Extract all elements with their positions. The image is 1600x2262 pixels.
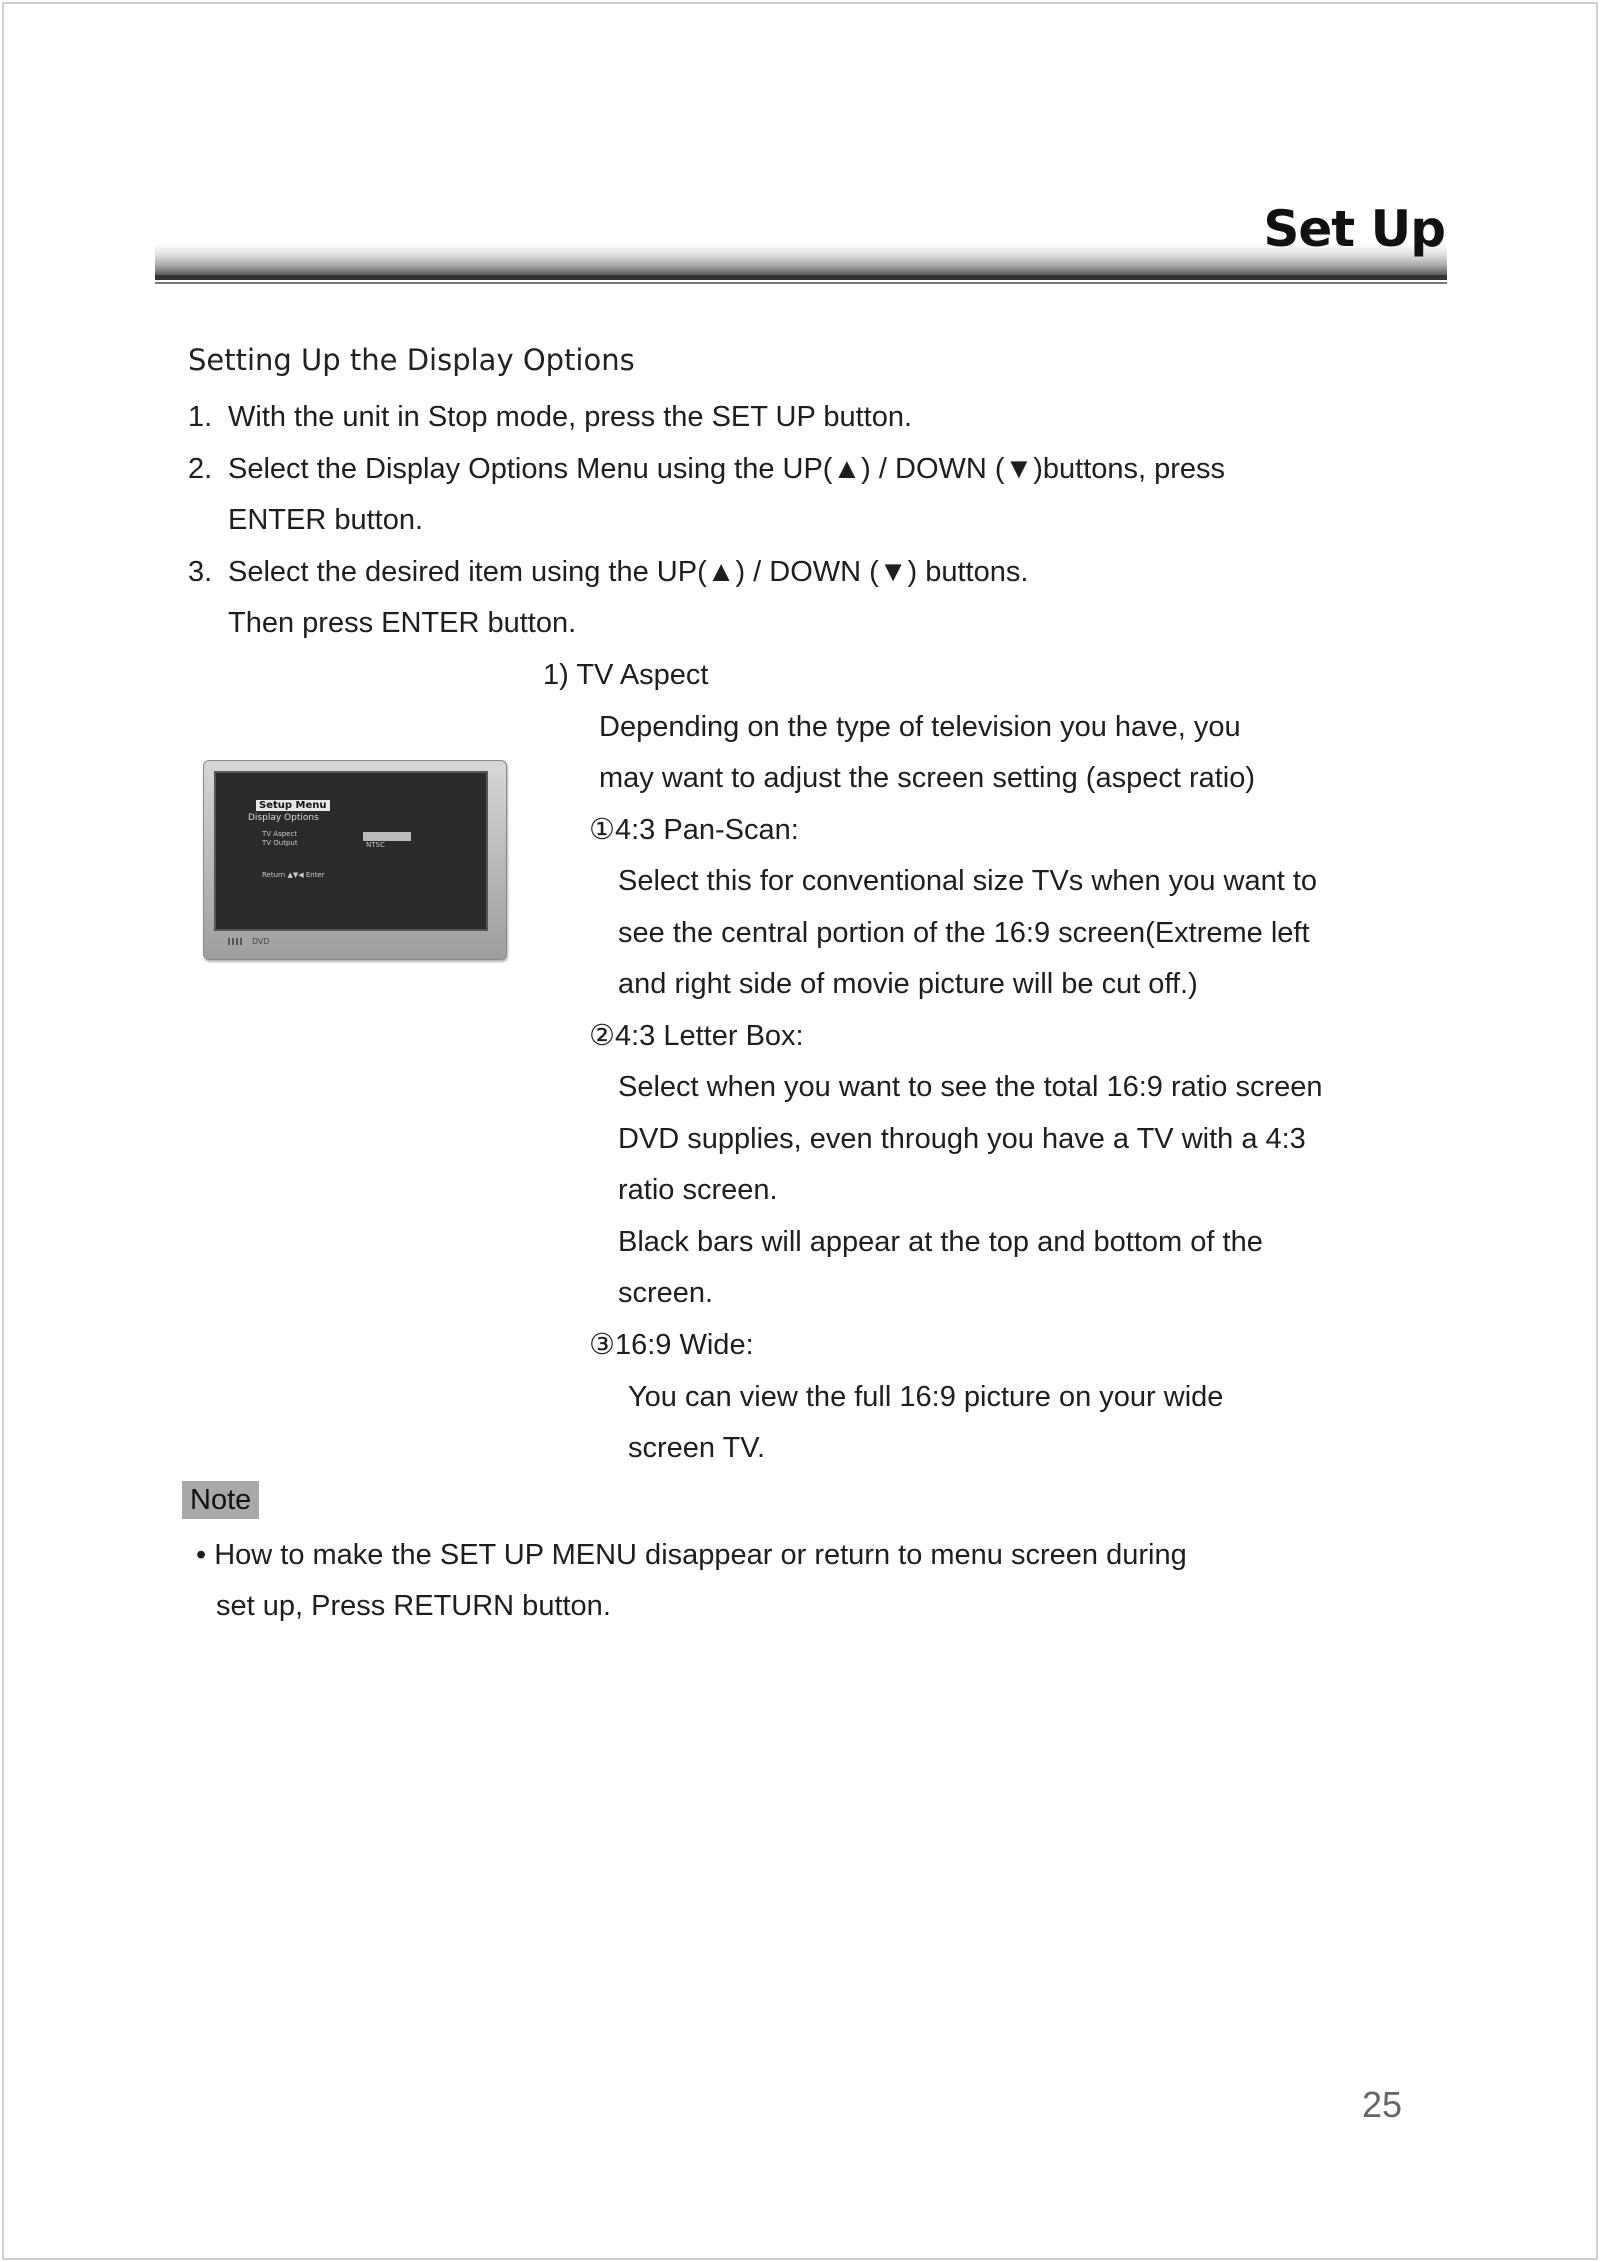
tv-menu-item-output-value: NTSC (366, 841, 385, 849)
step-3-text-line-1: Select the desired item using the UP(▲) / DOWN (▼) buttons. (228, 556, 1029, 588)
tv-menu-item-output: TV Output (262, 839, 298, 847)
option-letter-box-label: ②4:3 Letter Box: (589, 1020, 804, 1052)
option-letter-box-desc-1: Select when you want to see the total 16:9 ratio screen (618, 1071, 1323, 1103)
step-3-number: 3. (188, 556, 213, 588)
tv-menu-item-aspect: TV Aspect (262, 830, 298, 838)
step-3-text-line-2: Then press ENTER button. (228, 607, 577, 639)
option-letter-box-desc-5: screen. (618, 1277, 714, 1309)
option-pan-scan-label: ①4:3 Pan-Scan: (589, 814, 799, 846)
option-pan-scan-desc-2: see the central portion of the 16:9 screen(Extreme left (618, 917, 1310, 949)
note-text-line-2: set up, Press RETURN button. (216, 1590, 611, 1622)
speaker-grille-icon (228, 938, 244, 945)
tv-aspect-intro-line-1: Depending on the type of television you have, you (599, 711, 1241, 743)
step-2-text-line-2: ENTER button. (228, 504, 424, 536)
section-heading: Setting Up the Display Options (188, 343, 635, 377)
tv-setup-menu-image (203, 760, 507, 960)
option-pan-scan-desc-1: Select this for conventional size TVs when you want to (618, 865, 1318, 897)
tv-brand-logo: DVD (252, 937, 270, 946)
step-1-number: 1. (188, 401, 213, 433)
option-wide-desc-2: screen TV. (628, 1432, 766, 1464)
tv-menu-title: Setup Menu (256, 800, 330, 811)
header-rule (155, 275, 1447, 280)
step-2-number: 2. (188, 453, 213, 485)
page-number: 25 (1362, 2084, 1403, 2125)
tv-menu-subtitle: Display Options (248, 813, 319, 823)
step-1-text: With the unit in Stop mode, press the SET UP button. (228, 401, 913, 433)
tv-aspect-heading: 1) TV Aspect (543, 659, 709, 691)
tv-menu-footer: Return ▲▼◀ Enter (262, 871, 325, 879)
tv-menu-highlight (363, 832, 411, 841)
option-letter-box-desc-2: DVD supplies, even through you have a TV with a 4:3 (618, 1123, 1306, 1155)
note-badge: Note (182, 1481, 259, 1519)
step-2-text-line-1: Select the Display Options Menu using the UP(▲) / DOWN (▼)buttons, press (228, 453, 1226, 485)
tv-aspect-intro-line-2: may want to adjust the screen setting (aspect ratio) (599, 762, 1256, 794)
option-wide-label: ③16:9 Wide: (589, 1329, 754, 1361)
header-rule-thin (155, 282, 1447, 284)
note-text-line-1: • How to make the SET UP MENU disappear or return to menu screen during (196, 1539, 1187, 1571)
page-title: Set Up (1263, 200, 1445, 258)
option-wide-desc-1: You can view the full 16:9 picture on your wide (628, 1381, 1224, 1413)
header-gradient-band (155, 243, 1447, 275)
option-letter-box-desc-3: ratio screen. (618, 1174, 778, 1206)
option-pan-scan-desc-3: and right side of movie picture will be cut off.) (618, 968, 1198, 1000)
option-letter-box-desc-4: Black bars will appear at the top and bottom of the (618, 1226, 1263, 1258)
tv-screen (214, 771, 488, 931)
